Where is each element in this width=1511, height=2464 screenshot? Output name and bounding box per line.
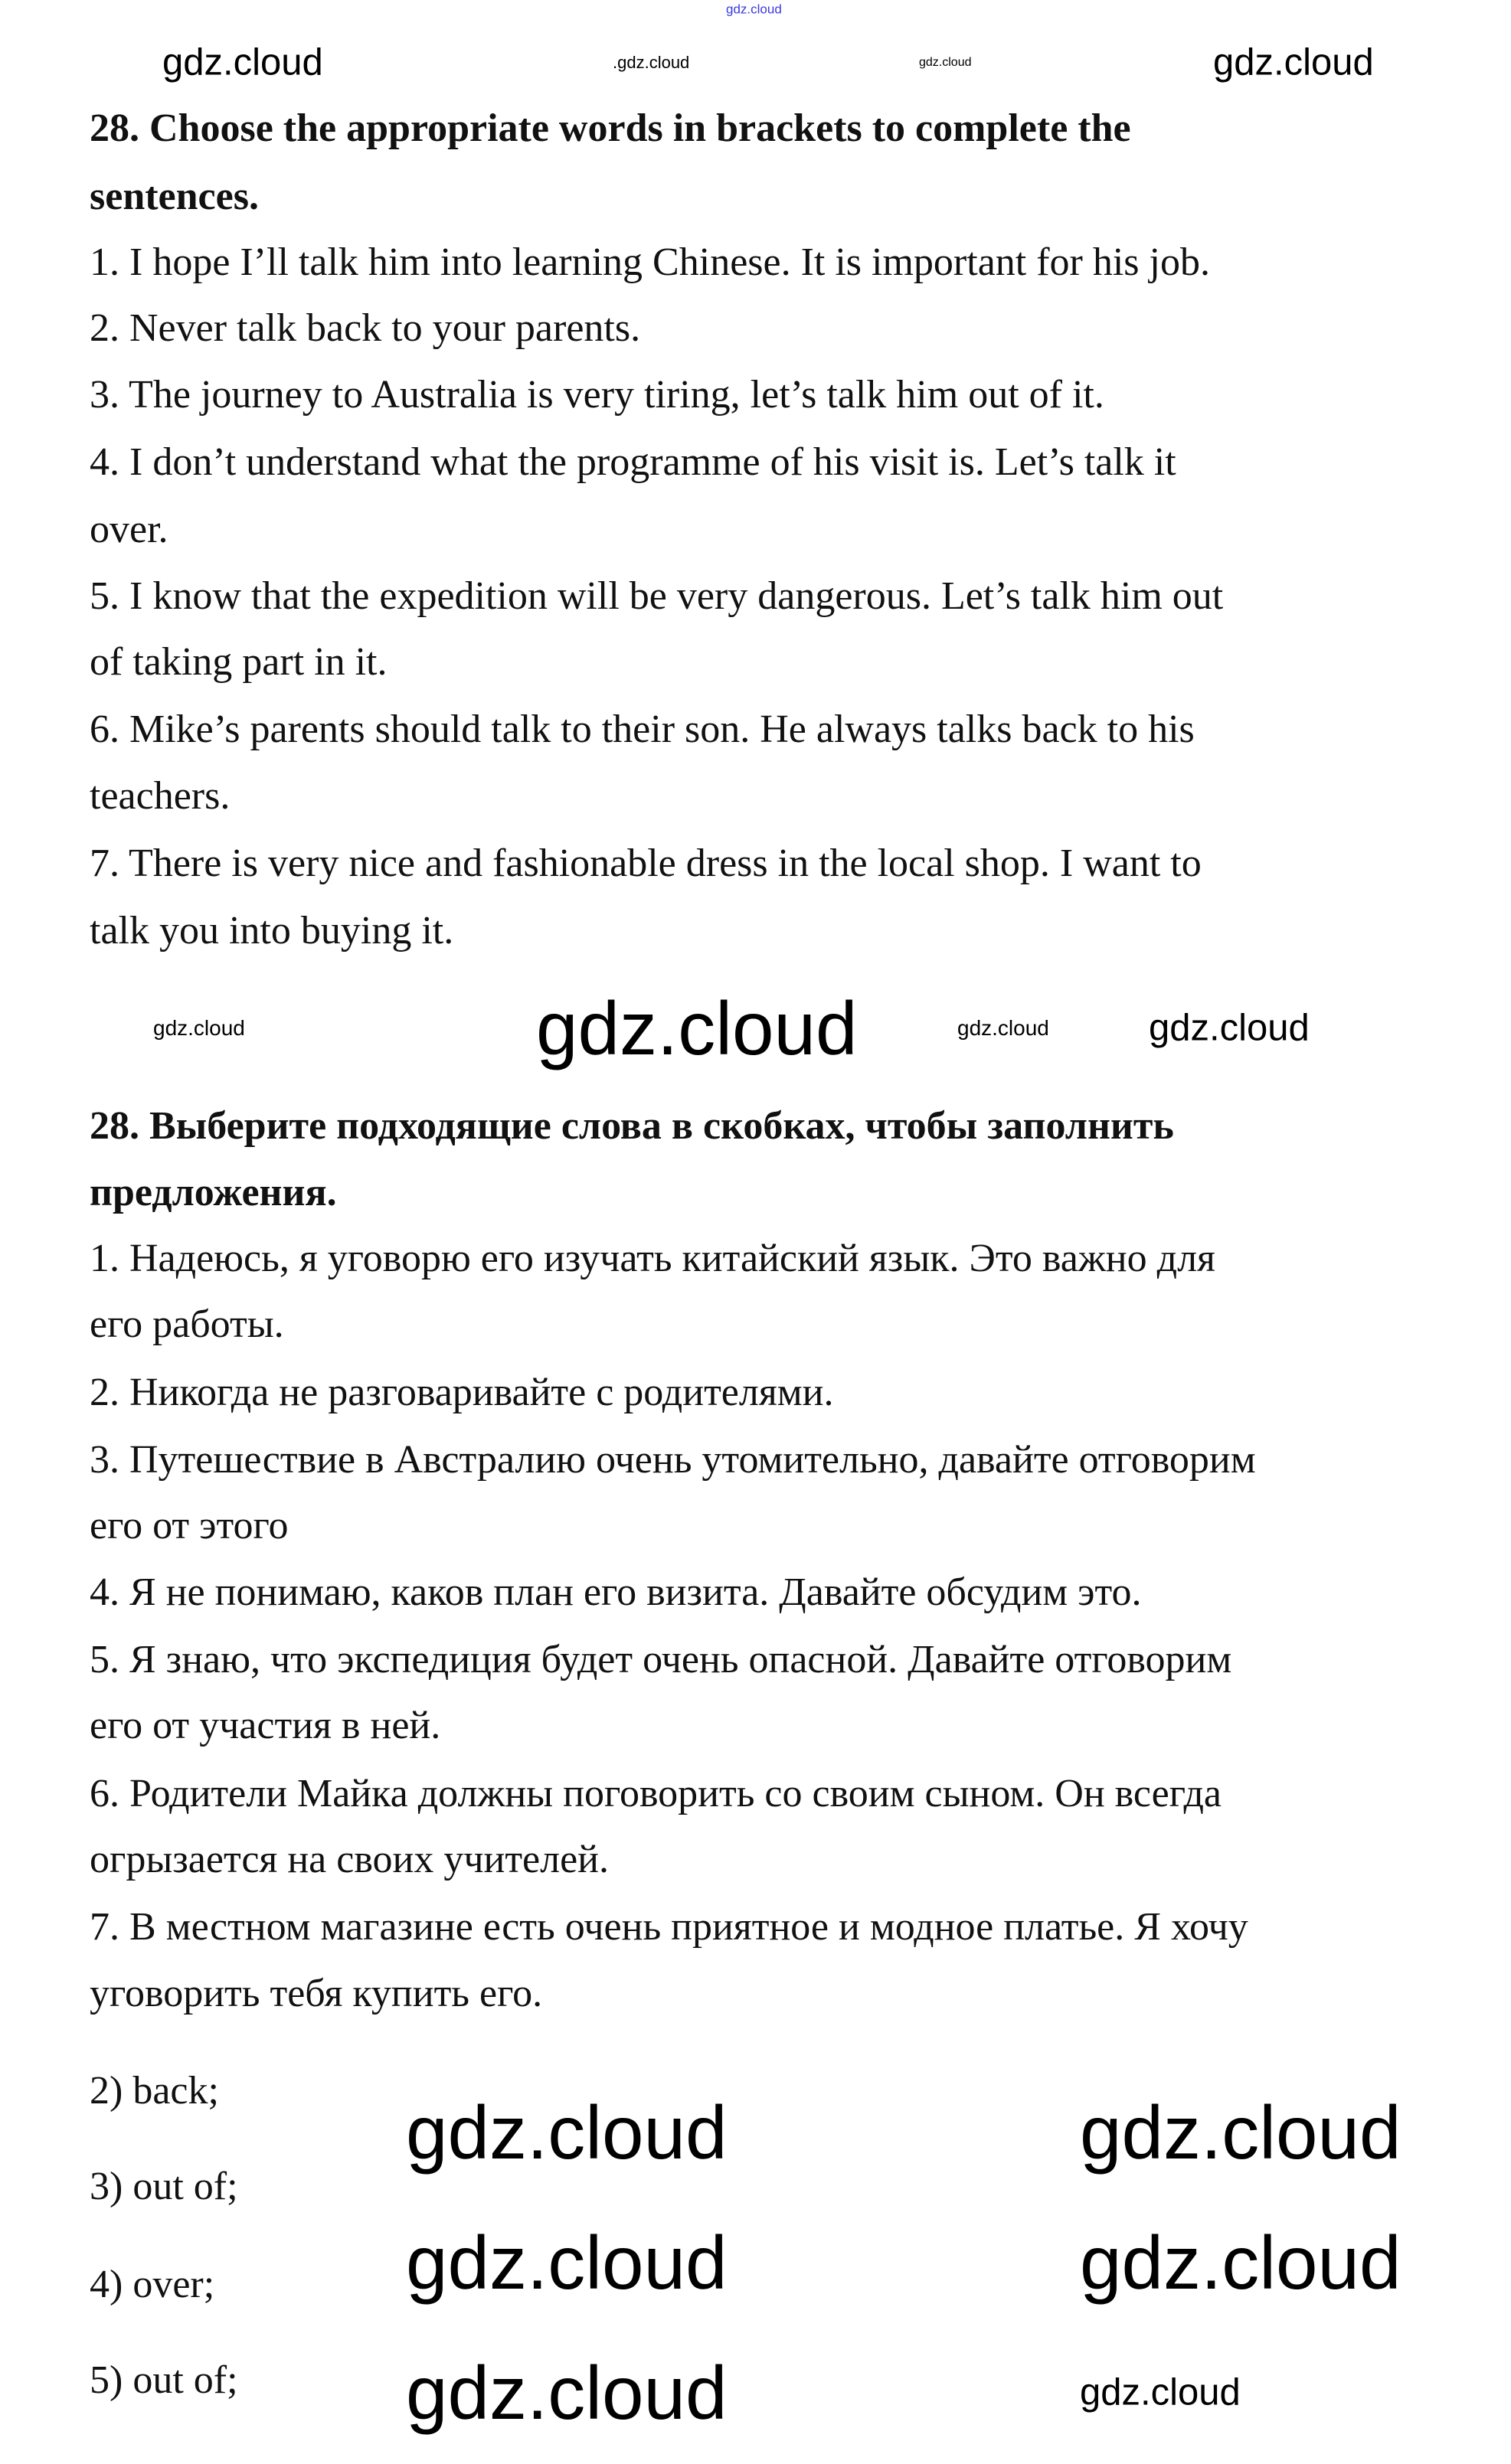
sentence-ru: его от участия в ней. — [90, 1704, 441, 1747]
sentence-ru: 4. Я не понимаю, каков план его визита. Давайте обсудим это. — [90, 1570, 1142, 1614]
watermark: gdz.cloud — [406, 2351, 728, 2435]
watermark: gdz.cloud — [1213, 41, 1374, 83]
sentence-en: 2. Never talk back to your parents. — [90, 306, 641, 350]
sentence-en: over. — [90, 508, 168, 551]
sentence-en: 3. The journey to Australia is very tiring, let’s talk him out of it. — [90, 373, 1104, 417]
sentence-ru: огрызается на своих учителей. — [90, 1838, 609, 1881]
sentence-en: 7. There is very nice and fashionable dress in the local shop. I want to — [90, 841, 1202, 885]
sentence-ru: уговорить тебя купить его. — [90, 1972, 543, 2015]
sentence-ru: 6. Родители Майка должны поговорить со своим сыном. Он всегда — [90, 1772, 1222, 1815]
watermark: gdz.cloud — [957, 1016, 1049, 1040]
watermark: gdz.cloud — [153, 1016, 245, 1040]
watermark: .gdz.cloud — [613, 53, 690, 72]
sentence-ru: 1. Надеюсь, я уговорю его изучать китайский язык. Это важно для — [90, 1237, 1215, 1280]
watermark: gdz.cloud — [1149, 1007, 1310, 1049]
answer-item: 4) over; — [90, 2263, 215, 2306]
watermark: gdz.cloud — [406, 2090, 728, 2175]
answer-item: 5) out of; — [90, 2358, 238, 2402]
sentence-ru: 7. В местном магазине есть очень приятное и модное платье. Я хочу — [90, 1905, 1248, 1949]
exercise-title-ru-cont: предложения. — [90, 1171, 337, 1214]
answer-item: 3) out of; — [90, 2165, 238, 2208]
sentence-en: of taking part in it. — [90, 640, 388, 684]
watermark: gdz.cloud — [406, 2221, 728, 2305]
sentence-ru: его от этого — [90, 1504, 289, 1547]
sentence-ru: 3. Путешествие в Австралию очень утомительно, давайте отговорим — [90, 1438, 1256, 1482]
watermark: gdz.cloud — [1080, 2221, 1401, 2305]
sentence-en: teachers. — [90, 774, 231, 818]
sentence-ru: его работы. — [90, 1302, 284, 1346]
watermark-top: gdz.cloud — [726, 2, 782, 17]
sentence-en: 1. I hope I’ll talk him into learning Chinese. It is important for his job. — [90, 240, 1210, 284]
watermark: gdz.cloud — [162, 41, 323, 83]
sentence-ru: 2. Никогда не разговаривайте с родителями. — [90, 1371, 834, 1414]
watermark: gdz.cloud — [1080, 2090, 1401, 2175]
sentence-en: 4. I don’t understand what the programme of his visit is. Let’s talk it — [90, 440, 1176, 484]
answer-item: 2) back; — [90, 2069, 219, 2113]
watermark: gdz.cloud — [536, 986, 858, 1070]
exercise-title-en: 28. Choose the appropriate words in brackets to complete the — [90, 106, 1131, 150]
watermark: gdz.cloud — [1080, 2371, 1241, 2413]
sentence-ru: 5. Я знаю, что экспедиция будет очень опасной. Давайте отговорим — [90, 1638, 1232, 1681]
sentence-en: 6. Mike’s parents should talk to their son. He always talks back to his — [90, 708, 1195, 751]
sentence-en: talk you into buying it. — [90, 909, 454, 953]
sentence-en: 5. I know that the expedition will be very dangerous. Let’s talk him out — [90, 574, 1224, 618]
exercise-title-en-cont: sentences. — [90, 175, 259, 218]
watermark: gdz.cloud — [919, 56, 972, 69]
exercise-title-ru: 28. Выберите подходящие слова в скобках, чтобы заполнить — [90, 1104, 1174, 1148]
